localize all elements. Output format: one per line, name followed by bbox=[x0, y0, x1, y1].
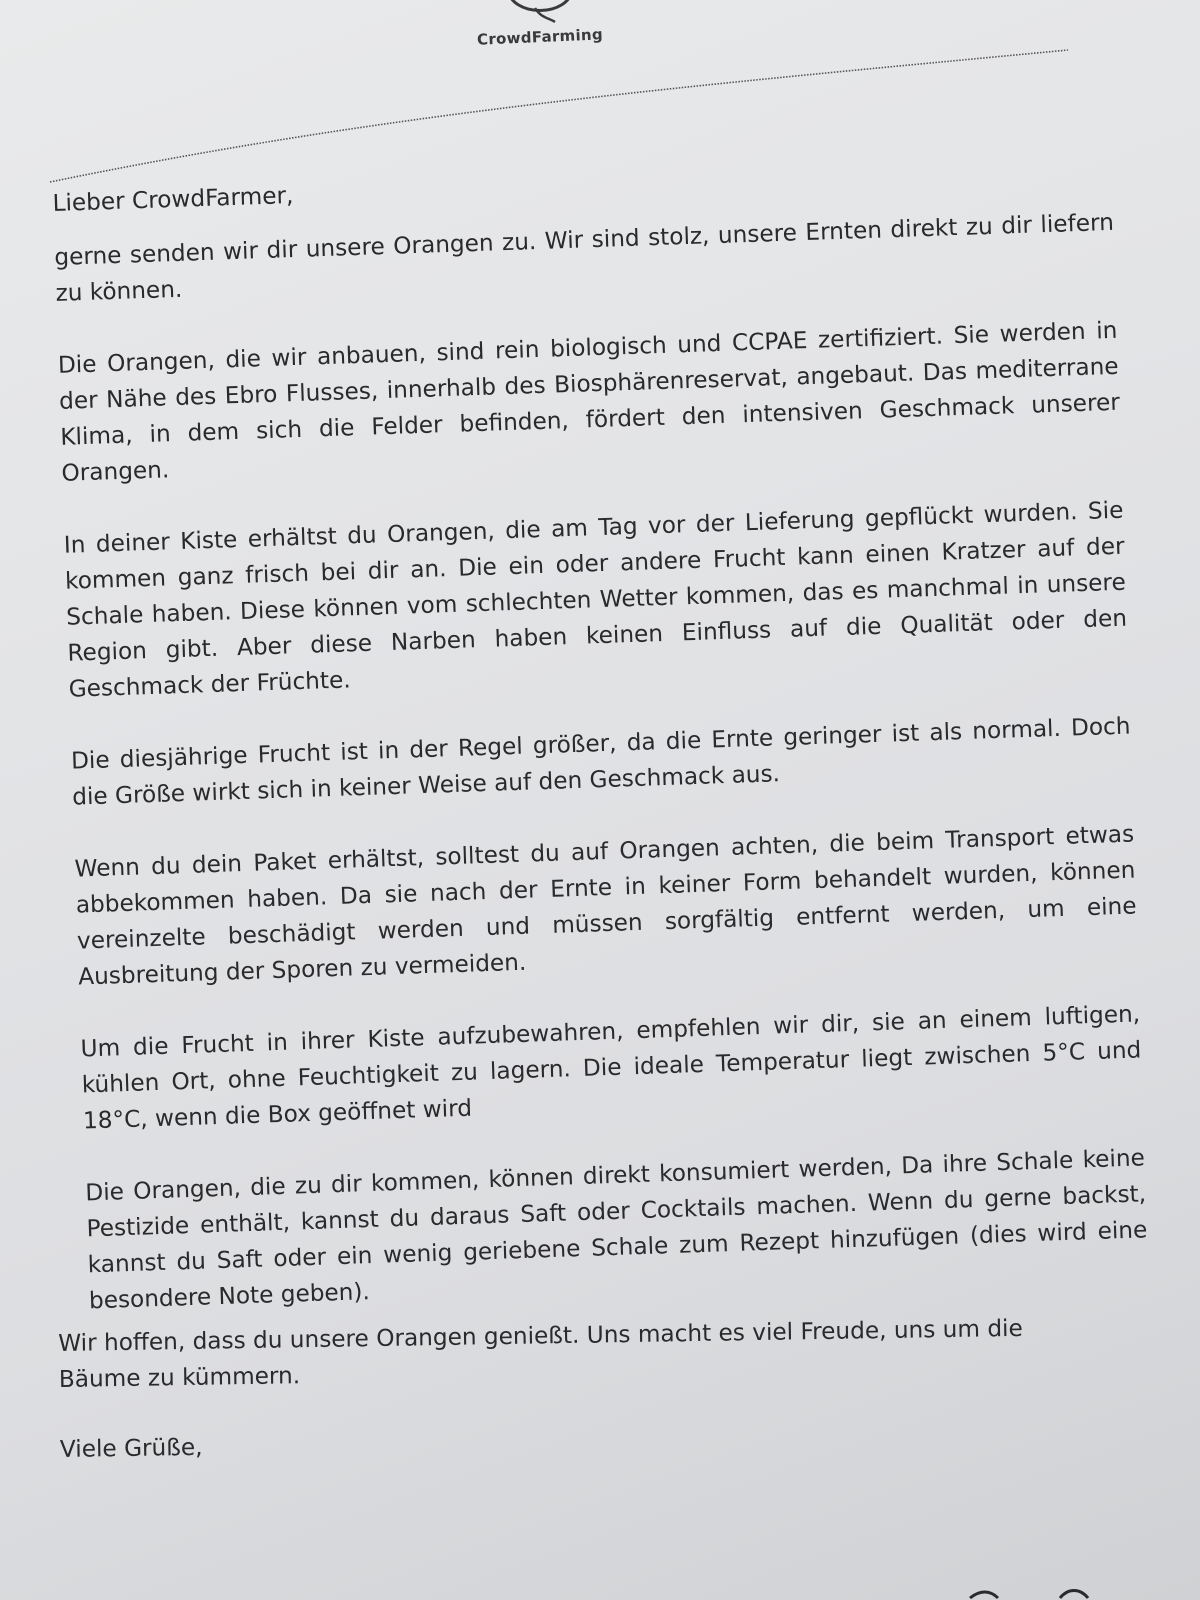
signature-fragment-icon bbox=[950, 1576, 1110, 1600]
logo-text: CrowdFarming bbox=[476, 25, 604, 49]
letter-paragraph-8: Wir hoffen, dass du unsere Orangen genießt. Uns macht es viel Freude, uns um die Bäume zu kümmern. bbox=[58, 1314, 1023, 1393]
letter-paragraph-1: gerne senden wir dir unsere Orangen zu. Wir sind stolz, unsere Ernten direkt zu dir liefern zu können. bbox=[53, 208, 1115, 307]
letter-paragraph-2: Die Orangen, die wir anbauen, sind rein biologisch und CCPAE zertifiziert. Sie werden in der Nähe des Ebro Flusses, innerhalb des Biosphärenreservat, angebaut. Das mediterrane Klima, in dem sich die Felder befinden, fördert den intensiven Geschmack unserer Orangen. bbox=[57, 316, 1121, 487]
letter-paragraph-3: In deiner Kiste erhältst du Orangen, die am Tag vor der Lieferung gepflückt wurden. Sie kommen ganz frisch bei dir an. Die ein oder andere Frucht kann einen Kratzer auf der Schale haben. Diese können vom schlechten Wetter kommen, das es manchmal in unsere Region gibt. Aber diese Narben haben keinen Einfluss auf die Qualität oder den Geschmack der Früchte. bbox=[63, 496, 1128, 703]
letter-paragraph-5: Wenn du dein Paket erhältst, solltest du auf Orangen achten, die beim Transport etwas abbekommen haben. Da sie nach der Ernte in keiner Form behandelt wurden, können vereinzelte beschädigt werden und müssen sorgfältig entfernt werden, um eine Ausbreitung der Sporen zu vermeiden. bbox=[74, 820, 1137, 991]
letter-body bbox=[52, 151, 1150, 1356]
letter-closing-section bbox=[58, 1310, 1106, 1502]
letter-closing: Viele Grüße, bbox=[59, 1433, 203, 1463]
letter-salutation: Lieber CrowdFarmer, bbox=[52, 182, 294, 217]
letter-paragraph-4: Die diesjährige Frucht ist in der Regel größer, da die Ernte geringer ist als normal. Doch die Größe wirkt sich in keiner Weise auf den Geschmack aus. bbox=[70, 712, 1131, 811]
letter-paragraph-7: Die Orangen, die zu dir kommen, können direkt konsumiert werden, Da ihre Schale keine Pestizide enthält, kannst du daraus Saft oder Cocktails machen. Wenn du gerne backst, kannst du Saft oder ein wenig geriebene Schale zum Rezept hinzufügen (dies wird eine besondere Note geben). bbox=[84, 1144, 1148, 1315]
letter-paragraph-6: Um die Frucht in ihrer Kiste aufzubewahren, empfehlen wir dir, sie an einem luftigen, kühlen Ort, ohne Feuchtigkeit zu lagern. Die ideale Temperatur liegt zwischen 5°C und 18°C, wenn die Box geöffnet wird bbox=[80, 1000, 1142, 1135]
